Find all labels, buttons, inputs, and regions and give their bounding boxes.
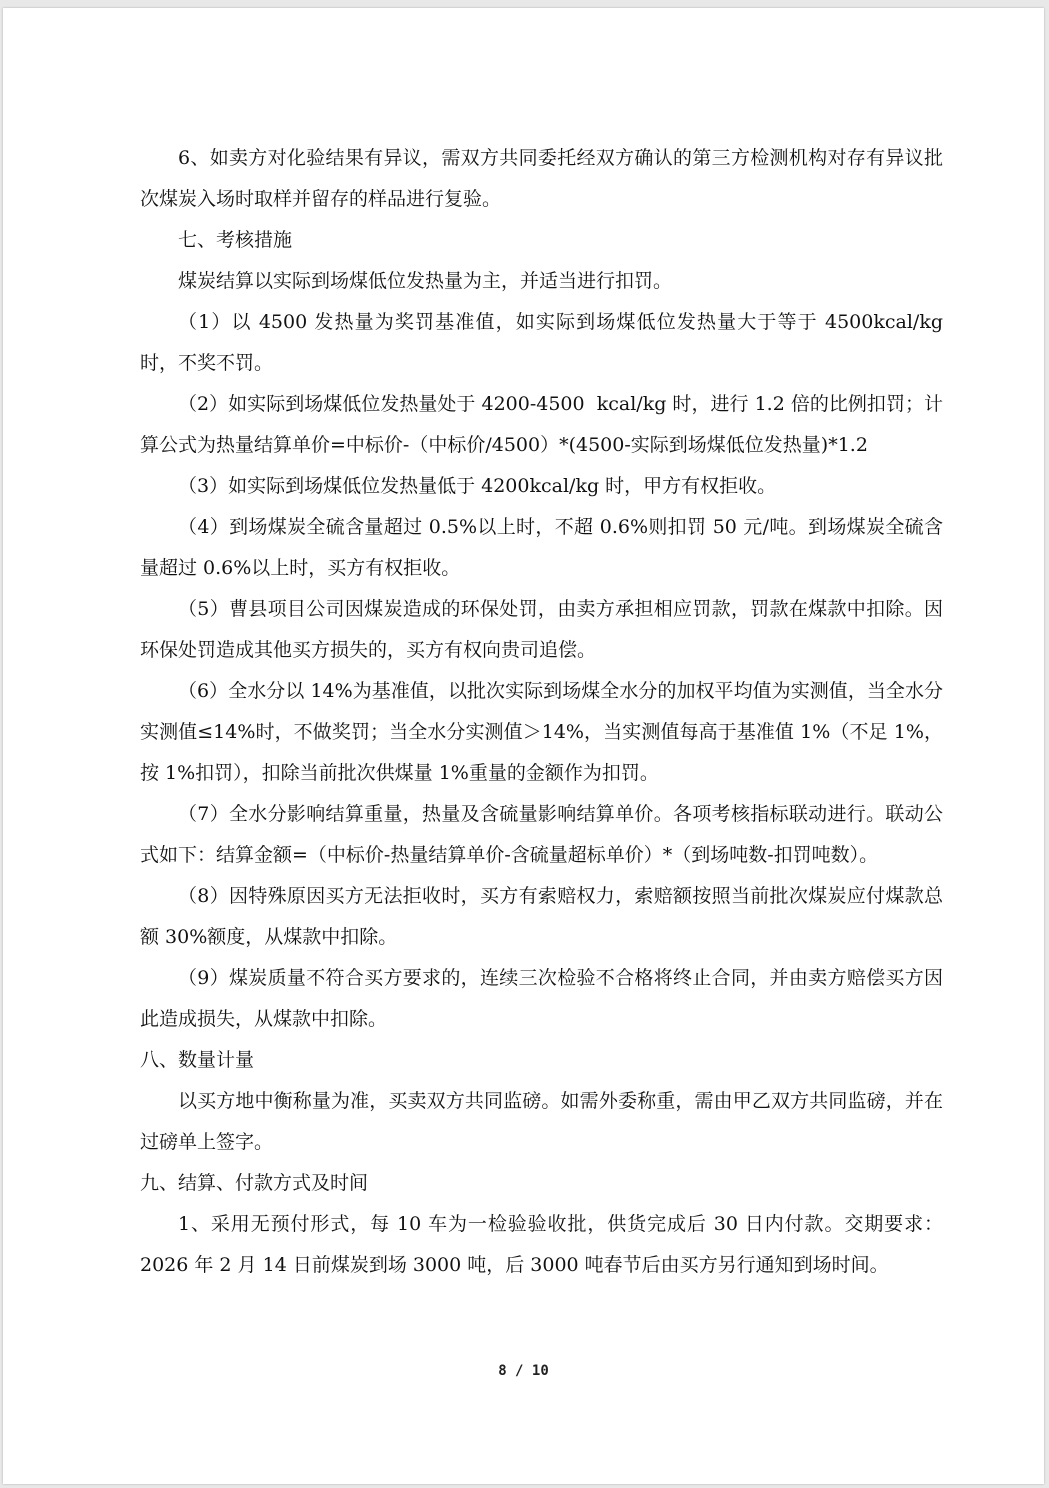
paragraph-item-8: （8）因特殊原因买方无法拒收时，买方有索赔权力，索赔额按照当前批次煤炭应付煤款总额 30%额度，从煤款中扣除。 — [140, 885, 943, 948]
paragraph-weighing: 以买方地中衡称量为准，买卖双方共同监磅。如需外委称重，需由甲乙双方共同监磅，并在过磅单上签字。 — [140, 1090, 943, 1153]
paragraph-item-3: （3）如实际到场煤低位发热量低于 4200kcal/kg 时，甲方有权拒收。 — [178, 475, 777, 497]
page-number: 8 / 10 — [498, 1363, 549, 1379]
paragraph-item-7: （7）全水分影响结算重量，热量及含硫量影响结算单价。各项考核指标联动进行。联动公式如下：结算金额=（中标价-热量结算单价-含硫量超标单价）*（到场吨数-扣罚吨数）。 — [140, 803, 943, 866]
paragraph-item-9: （9）煤炭质量不符合买方要求的，连续三次检验不合格将终止合同，并由卖方赔偿买方因此造成损失，从煤款中扣除。 — [140, 967, 943, 1030]
heading-payment: 九、结算、付款方式及时间 — [140, 1172, 369, 1194]
paragraph-item-2: （2）如实际到场煤低位发热量处于 4200-4500 kcal/kg 时，进行 1.2 倍的比例扣罚；计算公式为热量结算单价=中标价-（中标价/4500）*(4500-实际到场煤低位发热量)*1.2 — [140, 393, 943, 456]
document-page — [3, 8, 1044, 1484]
paragraph-item-5: （5）曹县项目公司因煤炭造成的环保处罚，由卖方承担相应罚款，罚款在煤款中扣除。因环保处罚造成其他买方损失的，买方有权向贵司追偿。 — [140, 598, 943, 661]
paragraph-settlement-basis: 煤炭结算以实际到场煤低位发热量为主，并适当进行扣罚。 — [178, 270, 673, 292]
paragraph-item-1: （1）以 4500 发热量为奖罚基准值，如实际到场煤低位发热量大于等于 4500kcal/kg 时，不奖不罚。 — [140, 311, 950, 374]
heading-quantity: 八、数量计量 — [140, 1049, 255, 1071]
paragraph-item-6: （6）全水分以 14%为基准值，以批次实际到场煤全水分的加权平均值为实测值，当全水分实测值≤14%时，不做奖罚；当全水分实测值＞14%，当实测值每高于基准值 1%（不足 1%，按 1%扣罚），扣除当前批次供煤量 1%重量的金额作为扣罚。 — [140, 680, 943, 784]
page-body — [140, 138, 950, 1286]
heading-assessment: 七、考核措施 — [178, 229, 293, 251]
paragraph-item-4: （4）到场煤炭全硫含量超过 0.5%以上时，不超 0.6%则扣罚 50 元/吨。到场煤炭全硫含量超过 0.6%以上时，买方有权拒收。 — [140, 516, 943, 579]
paragraph-payment-terms: 1、采用无预付形式，每 10 车为一检验验收批，供货完成后 30 日内付款。交期要求：2026 年 2 月 14 日前煤炭到场 3000 吨，后 3000 吨春节后由买方另行通知到场时间。 — [140, 1213, 943, 1276]
paragraph-retest: 6、如卖方对化验结果有异议，需双方共同委托经双方确认的第三方检测机构对存有异议批次煤炭入场时取样并留存的样品进行复验。 — [140, 147, 943, 210]
